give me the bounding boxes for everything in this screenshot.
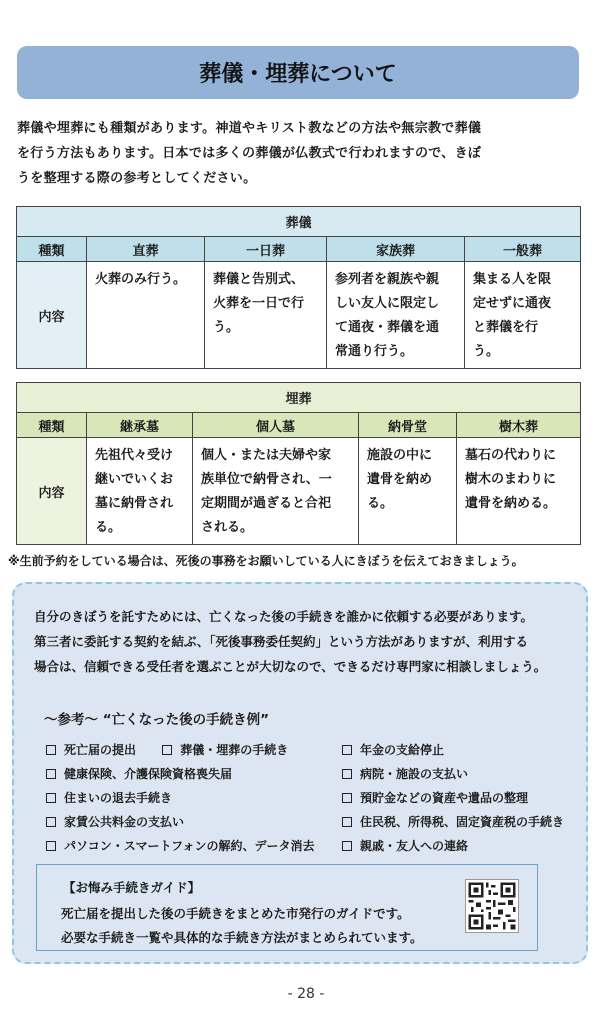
checklist-item <box>46 834 315 858</box>
content-label: 内容 <box>17 262 87 369</box>
checkbox-icon <box>162 745 172 755</box>
qr-code-icon[interactable] <box>465 879 519 933</box>
cell-line: 集まる人を限 <box>473 272 552 287</box>
checklist-left <box>46 738 315 858</box>
info-box <box>12 582 588 964</box>
intro-line: 葬儀や埋葬にも種類があります。神道やキリスト教などの方法や無宗教で葬儀 <box>17 121 482 136</box>
cell-line: 樹木のまわりに <box>465 472 557 487</box>
cell-line: される。 <box>201 520 254 535</box>
intro-line: を行う方法もあります。日本では多くの葬儀が仏教式で行われますので、きぼ <box>17 146 482 161</box>
checklist-item <box>342 810 564 834</box>
checklist-item <box>342 834 564 858</box>
reference-title: 〜参考〜 “亡くなった後の手続き例” <box>44 712 269 728</box>
cell-line: 葬儀と告別式、 <box>213 272 305 287</box>
table-caption: 葬儀 <box>17 207 581 237</box>
cell-line: 墓石の代わりに <box>465 448 557 463</box>
guide-text <box>61 902 471 950</box>
checklist-label: 病院・施設の支払い <box>360 767 469 781</box>
checklist-item <box>46 762 315 786</box>
checklist-label: パソコン・スマートフォンの解約、データ消去 <box>64 839 315 853</box>
cell-line: と葬儀を行 <box>473 320 539 335</box>
cell-line: 定期間が過ぎると合祀 <box>201 496 332 511</box>
checkbox-icon <box>342 769 352 779</box>
checklist-item <box>342 786 564 810</box>
page-number: - 28 - <box>287 986 325 1002</box>
checkbox-icon <box>342 817 352 827</box>
checkbox-icon <box>342 793 352 803</box>
checkbox-icon <box>46 769 56 779</box>
cell-line: 施設の中に <box>367 448 433 463</box>
checklist-label: 死亡届の提出 <box>64 743 137 757</box>
cell-line: る。 <box>367 496 394 511</box>
checklist-label: 親戚・友人への連絡 <box>360 839 469 853</box>
checklist-item <box>46 810 315 834</box>
cell-line: う。 <box>213 320 240 335</box>
cell-line: 常通り行う。 <box>335 344 414 359</box>
table-cell <box>457 438 581 545</box>
cell-line: 継いでいくお <box>95 472 174 487</box>
checklist-item <box>46 786 315 810</box>
page-title: 葬儀・埋葬について <box>199 62 397 87</box>
cell-line: 墓に納骨され <box>95 496 174 511</box>
table-caption: 埋葬 <box>17 383 581 413</box>
table-cell <box>359 438 457 545</box>
info-text <box>34 604 574 679</box>
checklist-item <box>342 762 564 786</box>
table-cell <box>465 262 581 369</box>
checklist-label: 健康保険、介護保険資格喪失届 <box>64 767 233 781</box>
column-header: 継承墓 <box>87 413 193 438</box>
checkbox-icon <box>46 793 56 803</box>
checkbox-icon <box>46 817 56 827</box>
column-header: 納骨堂 <box>359 413 457 438</box>
cell-line: 火葬を一日で行 <box>213 296 305 311</box>
cell-line: う。 <box>473 344 500 359</box>
cell-line: 遺骨を納め <box>367 472 433 487</box>
column-header: 家族葬 <box>327 237 465 262</box>
reservation-note: ※生前予約をしている場合は、死後の事務をお願いしている人にきぼうを伝えておきましょう。 <box>8 554 524 568</box>
guide-line: 死亡届を提出した後の手続きをまとめた市発行のガイドです。 <box>61 906 410 921</box>
guide-line: 必要な手続き一覧や具体的な手続き方法がまとめられています。 <box>61 930 423 945</box>
column-header: 一日葬 <box>205 237 327 262</box>
checklist-label: 家賃公共料金の支払い <box>64 815 185 829</box>
checkbox-icon <box>342 841 352 851</box>
checklist-right <box>342 738 564 858</box>
info-line: 第三者に委託する契約を結ぶ、「死後事務委任契約」という方法がありますが、利用する <box>34 634 529 649</box>
procedure-guide-box <box>36 864 538 951</box>
page-title-banner <box>17 46 579 99</box>
info-line: 場合は、信頼できる受任者を選ぶことが大切なので、できるだけ専門家に相談しましょう。 <box>34 659 547 674</box>
cell-line: 先祖代々受け <box>95 448 174 463</box>
cell-line: る。 <box>95 520 122 535</box>
checklist-item <box>46 738 315 762</box>
checklist-label: 住民税、所得税、固定資産税の手続き <box>360 815 565 829</box>
cell-line: 火葬のみ行う。 <box>95 272 187 287</box>
cell-line: 個人・または夫婦や家 <box>201 448 332 463</box>
guide-title: 【お悔み手続きガイド】 <box>63 880 201 895</box>
type-label: 種類 <box>17 237 87 262</box>
column-header: 直葬 <box>87 237 205 262</box>
column-header: 個人墓 <box>193 413 359 438</box>
column-header: 一般葬 <box>465 237 581 262</box>
column-header: 樹木葬 <box>457 413 581 438</box>
checkbox-icon <box>46 841 56 851</box>
cell-line: 族単位で納骨され、一 <box>201 472 332 487</box>
checkbox-icon <box>46 745 56 755</box>
intro-text <box>17 116 583 191</box>
info-line: 自分のきぼうを託すためには、亡くなった後の手続きを誰かに依頼する必要があります。 <box>34 609 534 624</box>
cell-line: 参列者を親族や親 <box>335 272 440 287</box>
checklist-item <box>342 738 564 762</box>
table-cell <box>327 262 465 369</box>
content-label: 内容 <box>17 438 87 545</box>
burial-types-table <box>16 382 581 545</box>
checklist-item <box>162 738 288 762</box>
cell-line: 遺骨を納める。 <box>465 496 557 511</box>
funeral-types-table <box>16 206 581 369</box>
intro-line: うを整理する際の参考としてください。 <box>17 171 257 186</box>
checklist-label: 預貯金などの資産や遺品の整理 <box>360 791 529 805</box>
checklist-label: 住まいの退去手続き <box>64 791 173 805</box>
table-cell <box>193 438 359 545</box>
type-label: 種類 <box>17 413 87 438</box>
checklist-label: 葬儀・埋葬の手続き <box>180 743 289 757</box>
cell-line: しい友人に限定し <box>335 296 440 311</box>
cell-line: て通夜・葬儀を通 <box>335 320 440 335</box>
cell-line: 定せずに通夜 <box>473 296 552 311</box>
checklist-label: 年金の支給停止 <box>360 743 445 757</box>
table-cell <box>87 262 205 369</box>
table-cell <box>205 262 327 369</box>
checkbox-icon <box>342 745 352 755</box>
table-cell <box>87 438 193 545</box>
